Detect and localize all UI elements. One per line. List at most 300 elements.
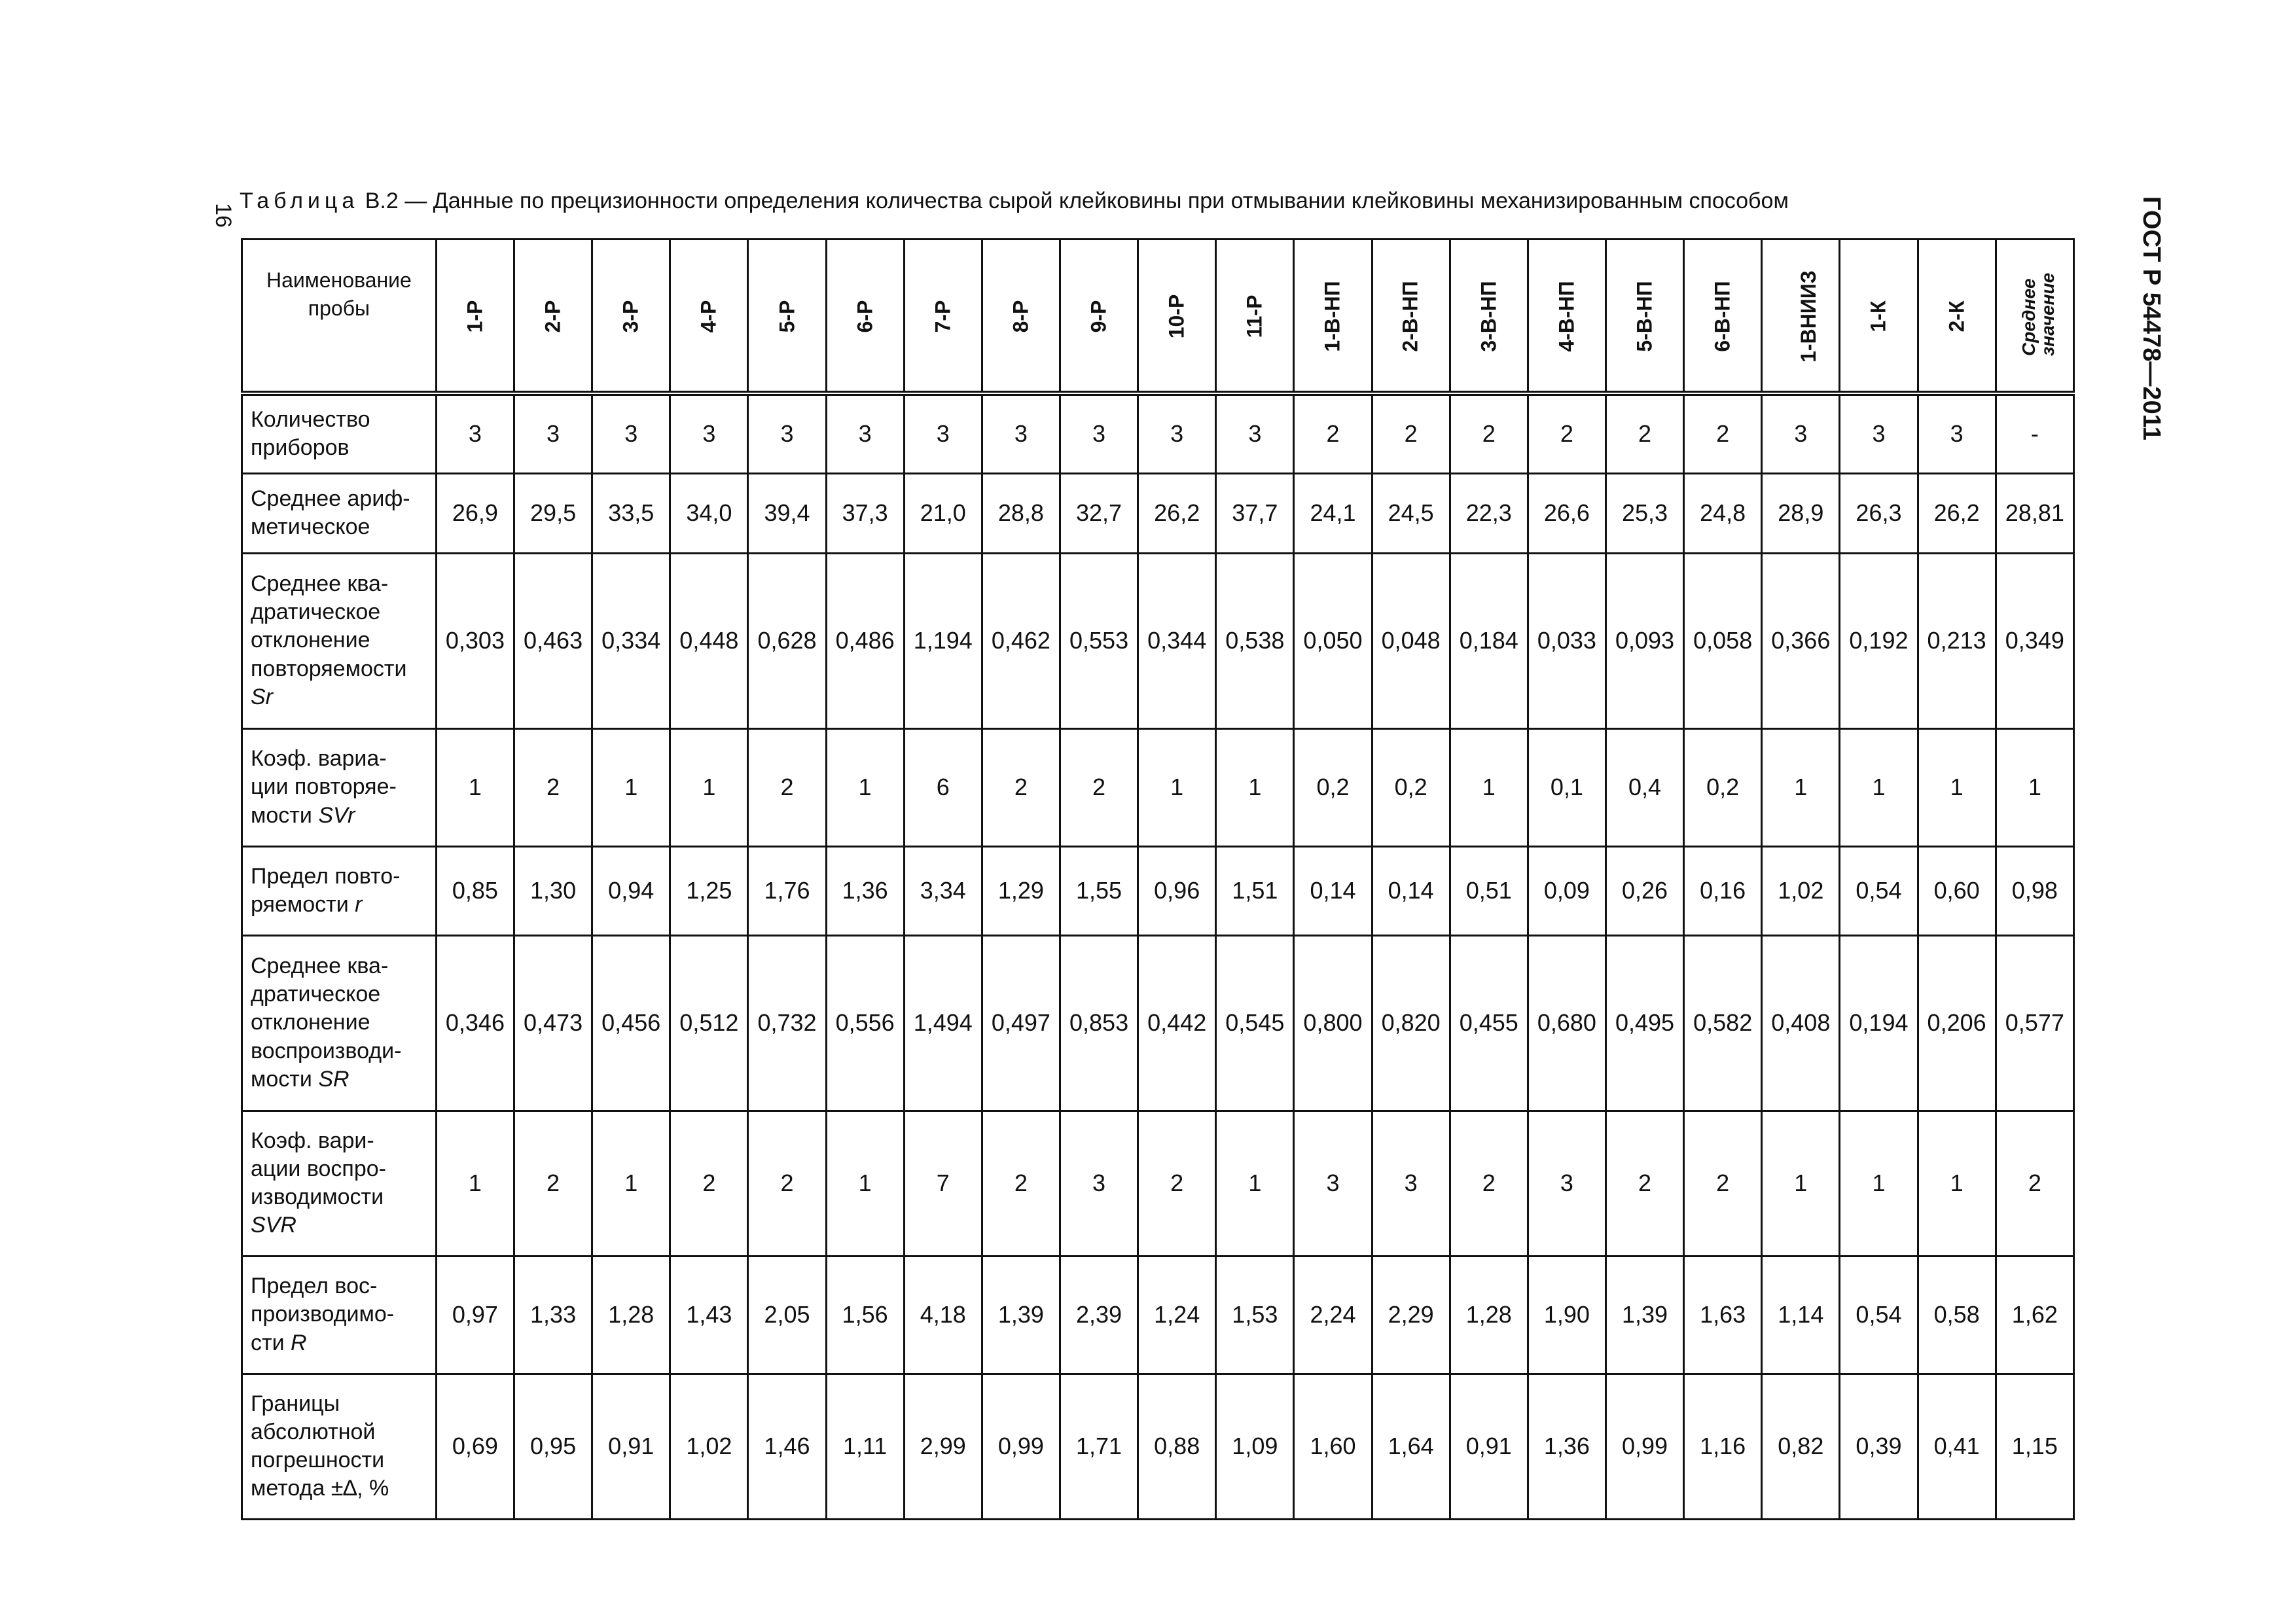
table-cell: 6 <box>904 728 982 846</box>
table-cell: 1,28 <box>1450 1256 1528 1374</box>
table-cell: 3 <box>1294 1111 1372 1256</box>
row-label-line: мости <box>251 1066 312 1092</box>
column-header-label: 10-Р <box>1164 294 1189 339</box>
table-cell: 3 <box>1138 393 1216 473</box>
table-row <box>242 473 2074 553</box>
table-cell: 0,058 <box>1684 553 1762 728</box>
row-label <box>242 1111 437 1256</box>
table-cell: 3 <box>1060 393 1138 473</box>
row-label-line: Предел повто- <box>251 863 401 889</box>
table-body <box>242 393 2074 1519</box>
table-cell: 3 <box>592 393 670 473</box>
table-cell: 3 <box>826 393 904 473</box>
table-cell: 0,344 <box>1138 553 1216 728</box>
table-cell: 2,39 <box>1060 1256 1138 1374</box>
table-cell: 0,366 <box>1762 553 1840 728</box>
row-label-line: изводимости <box>251 1185 384 1209</box>
document-code: ГОСТ Р 54478—2011 <box>2138 196 2165 440</box>
table-cell: 3 <box>982 393 1060 473</box>
table-cell: 1 <box>1216 1111 1294 1256</box>
table-cell: 0,820 <box>1372 935 1450 1111</box>
table-cell: 1 <box>670 728 748 846</box>
table-cell: 2 <box>1996 1111 2073 1256</box>
table-cell: 0,538 <box>1216 553 1294 728</box>
row-label-line: мости <box>251 802 312 828</box>
table-cell: 3,34 <box>904 846 982 935</box>
table-cell: 0,512 <box>670 935 748 1111</box>
table-cell: 0,16 <box>1684 846 1762 935</box>
table-cell: 0,628 <box>748 553 826 728</box>
table-cell: 29,5 <box>514 473 592 553</box>
table-cell: 2 <box>1684 393 1762 473</box>
table-cell: 28,9 <box>1762 473 1840 553</box>
table-row <box>242 1256 2074 1374</box>
row-label <box>242 935 437 1111</box>
table-row <box>242 1111 2074 1256</box>
table-cell: 0,033 <box>1528 553 1605 728</box>
row-label-line-with-symbol <box>251 891 427 919</box>
table-cell: 34,0 <box>670 473 748 553</box>
table-cell: 1,76 <box>748 846 826 935</box>
table-cell: 2 <box>1684 1111 1762 1256</box>
table-cell: 0,497 <box>982 935 1060 1111</box>
table-cell: 0,800 <box>1294 935 1372 1111</box>
column-header <box>1372 240 1450 394</box>
table-cell: 1,60 <box>1294 1374 1372 1519</box>
table-cell: 24,1 <box>1294 473 1372 553</box>
table-cell: 0,95 <box>514 1374 592 1519</box>
row-label-line: Среднее ква- <box>251 571 389 597</box>
table-cell: 0,54 <box>1840 846 1918 935</box>
column-header-label: 2-Р <box>541 300 565 333</box>
column-header <box>1605 240 1683 394</box>
table-cell: 0,41 <box>1918 1374 1996 1519</box>
table-cell: 0,448 <box>670 553 748 728</box>
row-label <box>242 728 437 846</box>
table-cell: 0,853 <box>1060 935 1138 1111</box>
table-cell: 26,2 <box>1918 473 1996 553</box>
table-cell: 1,53 <box>1216 1256 1294 1374</box>
table-cell: 25,3 <box>1605 473 1683 553</box>
table-row <box>242 728 2074 846</box>
table-cell: 1,36 <box>826 846 904 935</box>
table-cell: 0,194 <box>1840 935 1918 1111</box>
table-cell: 1 <box>826 1111 904 1256</box>
table-cell: 0,334 <box>592 553 670 728</box>
table-cell: 3 <box>904 393 982 473</box>
table-cell: 0,2 <box>1294 728 1372 846</box>
table-cell: 24,5 <box>1372 473 1450 553</box>
column-header-label: 3-В-НП <box>1477 281 1501 352</box>
column-header-label: 5-Р <box>774 300 798 333</box>
row-label-line: производимо- <box>251 1302 395 1327</box>
table-cell: 1,39 <box>1605 1256 1683 1374</box>
row-label-line: Коэф. вариа- <box>251 746 387 772</box>
row-label-line: Коэф. вари- <box>251 1128 374 1153</box>
table-cell: 3 <box>670 393 748 473</box>
table-cell: 4,18 <box>904 1256 982 1374</box>
row-label-symbol-line <box>251 683 427 711</box>
table-cell: 0,96 <box>1138 846 1216 935</box>
column-header-label: 2-К <box>1945 300 1969 332</box>
row-label-line: погрешности <box>251 1448 385 1472</box>
table-cell: 1,33 <box>514 1256 592 1374</box>
table-cell: 1 <box>1918 728 1996 846</box>
table-cell: 1,30 <box>514 846 592 935</box>
table-cell: 0,4 <box>1605 728 1683 846</box>
row-label-line-with-symbol <box>251 655 427 683</box>
table-cell: 0,98 <box>1996 846 2073 935</box>
table-cell: 0,463 <box>514 553 592 728</box>
row-label-line: Количество <box>251 407 370 433</box>
row-label-line: Среднее ариф- <box>251 486 410 511</box>
table-cell: 1 <box>1216 728 1294 846</box>
table-cell: 1,29 <box>982 846 1060 935</box>
table-cell: 26,9 <box>436 473 514 553</box>
row-label <box>242 553 437 728</box>
row-label-symbol: R <box>291 1330 307 1355</box>
table-cell: 1,02 <box>670 1374 748 1519</box>
column-header <box>1840 240 1918 394</box>
table-cell: 2 <box>1450 1111 1528 1256</box>
table-cell: 0,99 <box>982 1374 1060 1519</box>
table-cell: 0,60 <box>1918 846 1996 935</box>
table-cell: 3 <box>748 393 826 473</box>
table-cell: 0,2 <box>1372 728 1450 846</box>
row-label-line: дратическое <box>251 599 381 625</box>
column-header-label: 9-Р <box>1086 300 1111 333</box>
table-cell: 2 <box>1138 1111 1216 1256</box>
table-cell: 3 <box>1372 1111 1450 1256</box>
column-header-label: 4-Р <box>696 300 721 333</box>
table-cell: 0,556 <box>826 935 904 1111</box>
table-cell: 0,206 <box>1918 935 1996 1111</box>
table-cell: 3 <box>1840 393 1918 473</box>
table-cell: 1,09 <box>1216 1374 1294 1519</box>
table-cell: 37,7 <box>1216 473 1294 553</box>
average-column-header-label: Среднее значение <box>2018 272 2058 356</box>
column-header <box>1684 240 1762 394</box>
column-header <box>1294 240 1372 394</box>
table-cell: 3 <box>436 393 514 473</box>
table-cell: 0,456 <box>592 935 670 1111</box>
row-label-line: отклонение <box>251 628 370 653</box>
table-cell: 3 <box>514 393 592 473</box>
column-header-label: 5-В-НП <box>1632 281 1657 352</box>
table-cell: 1 <box>592 1111 670 1256</box>
row-label-line: приборов <box>251 435 350 461</box>
column-header <box>1762 240 1840 394</box>
column-header <box>1528 240 1605 394</box>
row-label-line: сти <box>251 1330 285 1355</box>
row-label <box>242 393 437 473</box>
table-cell: 0,2 <box>1684 728 1762 846</box>
column-header <box>826 240 904 394</box>
table-cell: 1,62 <box>1996 1256 2073 1374</box>
table-cell: 3 <box>1528 1111 1605 1256</box>
table-cell: 1,43 <box>670 1256 748 1374</box>
table-cell: 1 <box>1762 728 1840 846</box>
table-cell: 1 <box>1840 1111 1918 1256</box>
column-header <box>1216 240 1294 394</box>
table-cell: 0,69 <box>436 1374 514 1519</box>
column-header-label: 1-В-НП <box>1320 281 1344 352</box>
table-cell: 0,58 <box>1918 1256 1996 1374</box>
table-cell: 2 <box>748 728 826 846</box>
row-label-line: отклонение <box>251 1010 370 1035</box>
page-number: 16 <box>210 203 236 228</box>
row-label-line: ации воспро- <box>251 1156 386 1181</box>
table-cell: 3 <box>1762 393 1840 473</box>
row-label-line: повторяемости <box>251 656 407 681</box>
table-cell: 2 <box>982 1111 1060 1256</box>
table-cell: 2 <box>1605 1111 1683 1256</box>
table-cell: 2 <box>748 1111 826 1256</box>
table-cell: 0,553 <box>1060 553 1138 728</box>
table-cell: 0,213 <box>1918 553 1996 728</box>
table-cell: - <box>1996 393 2073 473</box>
table-cell: 1 <box>826 728 904 846</box>
table-cell: 0,486 <box>826 553 904 728</box>
table-cell: 0,455 <box>1450 935 1528 1111</box>
table-cell: 0,093 <box>1605 553 1683 728</box>
table-cell: 28,81 <box>1996 473 2073 553</box>
table-cell: 28,8 <box>982 473 1060 553</box>
table-cell: 1,90 <box>1528 1256 1605 1374</box>
table-row <box>242 393 2074 473</box>
caption-text: В.2 — Данные по прецизионности определения количества сырой клейковины при отмывании клейковины механизированным способом <box>359 188 1789 213</box>
table-cell: 26,2 <box>1138 473 1216 553</box>
table-cell: 1 <box>1840 728 1918 846</box>
table-cell: 0,82 <box>1762 1374 1840 1519</box>
table-cell: 3 <box>1918 393 1996 473</box>
table-cell: 39,4 <box>748 473 826 553</box>
table-row <box>242 1374 2074 1519</box>
row-label-symbol: r <box>355 892 363 917</box>
row-label-line-with-symbol <box>251 802 427 830</box>
table-cell: 2 <box>1450 393 1528 473</box>
table-cell: 0,09 <box>1528 846 1605 935</box>
row-label-line-with-symbol <box>251 1065 427 1094</box>
table-cell: 1 <box>1996 728 2073 846</box>
table-cell: 0,26 <box>1605 846 1683 935</box>
table-cell: 1,02 <box>1762 846 1840 935</box>
table-cell: 0,462 <box>982 553 1060 728</box>
column-header <box>436 240 514 394</box>
row-label <box>242 846 437 935</box>
table-cell: 21,0 <box>904 473 982 553</box>
column-header <box>982 240 1060 394</box>
table-cell: 26,6 <box>1528 473 1605 553</box>
table-cell: 0,732 <box>748 935 826 1111</box>
table-cell: 1,11 <box>826 1374 904 1519</box>
table-cell: 0,680 <box>1528 935 1605 1111</box>
table-cell: 0,91 <box>592 1374 670 1519</box>
column-header <box>1060 240 1138 394</box>
table-cell: 1 <box>592 728 670 846</box>
table-cell: 0,303 <box>436 553 514 728</box>
table-cell: 0,545 <box>1216 935 1294 1111</box>
row-label-line: ции повторяе- <box>251 774 397 800</box>
table-cell: 2,29 <box>1372 1256 1450 1374</box>
table-cell: 1 <box>1450 728 1528 846</box>
table-cell: 0,349 <box>1996 553 2073 728</box>
table-cell: 0,94 <box>592 846 670 935</box>
table-cell: 1,14 <box>1762 1256 1840 1374</box>
table-cell: 1,71 <box>1060 1374 1138 1519</box>
table-cell: 2 <box>1605 393 1683 473</box>
table-cell: 0,495 <box>1605 935 1683 1111</box>
table-cell: 0,1 <box>1528 728 1605 846</box>
row-label-symbol: SVr <box>318 802 355 828</box>
row-label-line-with-symbol <box>251 1329 427 1357</box>
table-cell: 0,346 <box>436 935 514 1111</box>
table-cell: 0,582 <box>1684 935 1762 1111</box>
column-header <box>748 240 826 394</box>
table-cell: 2,24 <box>1294 1256 1372 1374</box>
table-cell: 37,3 <box>826 473 904 553</box>
table-cell: 1 <box>436 1111 514 1256</box>
table-cell: 2,05 <box>748 1256 826 1374</box>
table-cell: 0,91 <box>1450 1374 1528 1519</box>
table-cell: 24,8 <box>1684 473 1762 553</box>
column-header <box>904 240 982 394</box>
table-cell: 1 <box>1762 1111 1840 1256</box>
table-row <box>242 553 2074 728</box>
table-cell: 0,473 <box>514 935 592 1111</box>
column-header-label: 11-Р <box>1242 294 1266 338</box>
column-header <box>1918 240 1996 394</box>
table-caption <box>240 188 2072 214</box>
table-cell: 2 <box>1528 393 1605 473</box>
table-cell: 0,577 <box>1996 935 2073 1111</box>
row-label-symbol-line <box>251 1211 427 1240</box>
table-cell: 1,56 <box>826 1256 904 1374</box>
table-cell: 1,64 <box>1372 1374 1450 1519</box>
precision-table <box>241 238 2075 1520</box>
table-cell: 2 <box>982 728 1060 846</box>
table-cell: 0,99 <box>1605 1374 1683 1519</box>
column-header-label: 2-В-НП <box>1399 281 1423 352</box>
row-label-line: воспроизводи- <box>251 1038 402 1063</box>
row-label-line: дратическое <box>251 982 381 1007</box>
table-cell: 1,46 <box>748 1374 826 1519</box>
row-label-line: абсолютной <box>251 1419 376 1444</box>
table-cell: 1,194 <box>904 553 982 728</box>
column-header <box>592 240 670 394</box>
table-cell: 1 <box>1138 728 1216 846</box>
table-cell: 1,36 <box>1528 1374 1605 1519</box>
table-cell: 2 <box>1294 393 1372 473</box>
table-cell: 0,88 <box>1138 1374 1216 1519</box>
table-cell: 3 <box>1216 393 1294 473</box>
table-row <box>242 846 2074 935</box>
table-cell: 0,39 <box>1840 1374 1918 1519</box>
table-cell: 0,14 <box>1294 846 1372 935</box>
table-cell: 0,54 <box>1840 1256 1918 1374</box>
table-cell: 22,3 <box>1450 473 1528 553</box>
column-header-label: 1-К <box>1866 300 1890 332</box>
row-label-symbol: SVR <box>251 1213 296 1238</box>
column-header <box>1450 240 1528 394</box>
table-row <box>242 935 2074 1111</box>
table-cell: 26,3 <box>1840 473 1918 553</box>
table-cell: 1,15 <box>1996 1374 2073 1519</box>
name-column-header: Наименование пробы <box>242 240 437 394</box>
row-label-symbol: Sr <box>251 684 273 709</box>
column-header-label: 6-Р <box>853 300 877 333</box>
row-label-line: метическое <box>251 514 370 539</box>
table-cell: 1,24 <box>1138 1256 1216 1374</box>
table-cell: 1 <box>1918 1111 1996 1256</box>
table-cell: 1,25 <box>670 846 748 935</box>
average-column-header <box>1996 240 2073 394</box>
column-header-label: 7-Р <box>931 300 955 333</box>
table-cell: 1,55 <box>1060 846 1138 935</box>
table-cell: 1,39 <box>982 1256 1060 1374</box>
table-cell: 2 <box>514 728 592 846</box>
caption-label: Таблица <box>240 188 359 213</box>
column-header <box>1138 240 1216 394</box>
table-cell: 0,184 <box>1450 553 1528 728</box>
table-cell: 0,14 <box>1372 846 1450 935</box>
column-header-label: 3-Р <box>619 300 643 333</box>
table-cell: 1,16 <box>1684 1374 1762 1519</box>
table-cell: 2,99 <box>904 1374 982 1519</box>
table-cell: 1,28 <box>592 1256 670 1374</box>
table-cell: 1,51 <box>1216 846 1294 935</box>
table-cell: 0,85 <box>436 846 514 935</box>
column-header-label: 6-В-НП <box>1710 281 1734 352</box>
row-label-symbol: SR <box>318 1066 350 1092</box>
column-header-label: 1-ВНИИЗ <box>1797 270 1821 363</box>
row-label-line: Среднее ква- <box>251 954 389 979</box>
row-label-line: Границы <box>251 1391 340 1416</box>
table-cell: 1,494 <box>904 935 982 1111</box>
row-label <box>242 1256 437 1374</box>
table-cell: 1 <box>436 728 514 846</box>
column-header <box>670 240 748 394</box>
table-cell: 2 <box>1372 393 1450 473</box>
table-cell: 0,51 <box>1450 846 1528 935</box>
row-label-line: метода ±∆, % <box>251 1476 389 1501</box>
table-cell: 0,048 <box>1372 553 1450 728</box>
row-label <box>242 1374 437 1519</box>
row-label <box>242 473 437 553</box>
table-cell: 3 <box>1060 1111 1138 1256</box>
column-header-label: 4-В-НП <box>1554 281 1579 352</box>
row-label-line: ряемости <box>251 892 349 917</box>
table-cell: 2 <box>514 1111 592 1256</box>
table-cell: 32,7 <box>1060 473 1138 553</box>
table-cell: 1,63 <box>1684 1256 1762 1374</box>
column-header-label: 1-Р <box>463 300 487 333</box>
table-cell: 0,050 <box>1294 553 1372 728</box>
table-cell: 0,442 <box>1138 935 1216 1111</box>
table-cell: 0,192 <box>1840 553 1918 728</box>
row-label-line-with-symbol <box>251 1183 427 1211</box>
table-cell: 0,97 <box>436 1256 514 1374</box>
column-header <box>514 240 592 394</box>
table-cell: 2 <box>1060 728 1138 846</box>
row-label-line: Предел вос- <box>251 1274 378 1299</box>
table-cell: 7 <box>904 1111 982 1256</box>
header-row <box>242 240 2074 394</box>
table-cell: 33,5 <box>592 473 670 553</box>
column-header-label: 8-Р <box>1009 300 1033 333</box>
table-cell: 2 <box>670 1111 748 1256</box>
table-cell: 0,408 <box>1762 935 1840 1111</box>
